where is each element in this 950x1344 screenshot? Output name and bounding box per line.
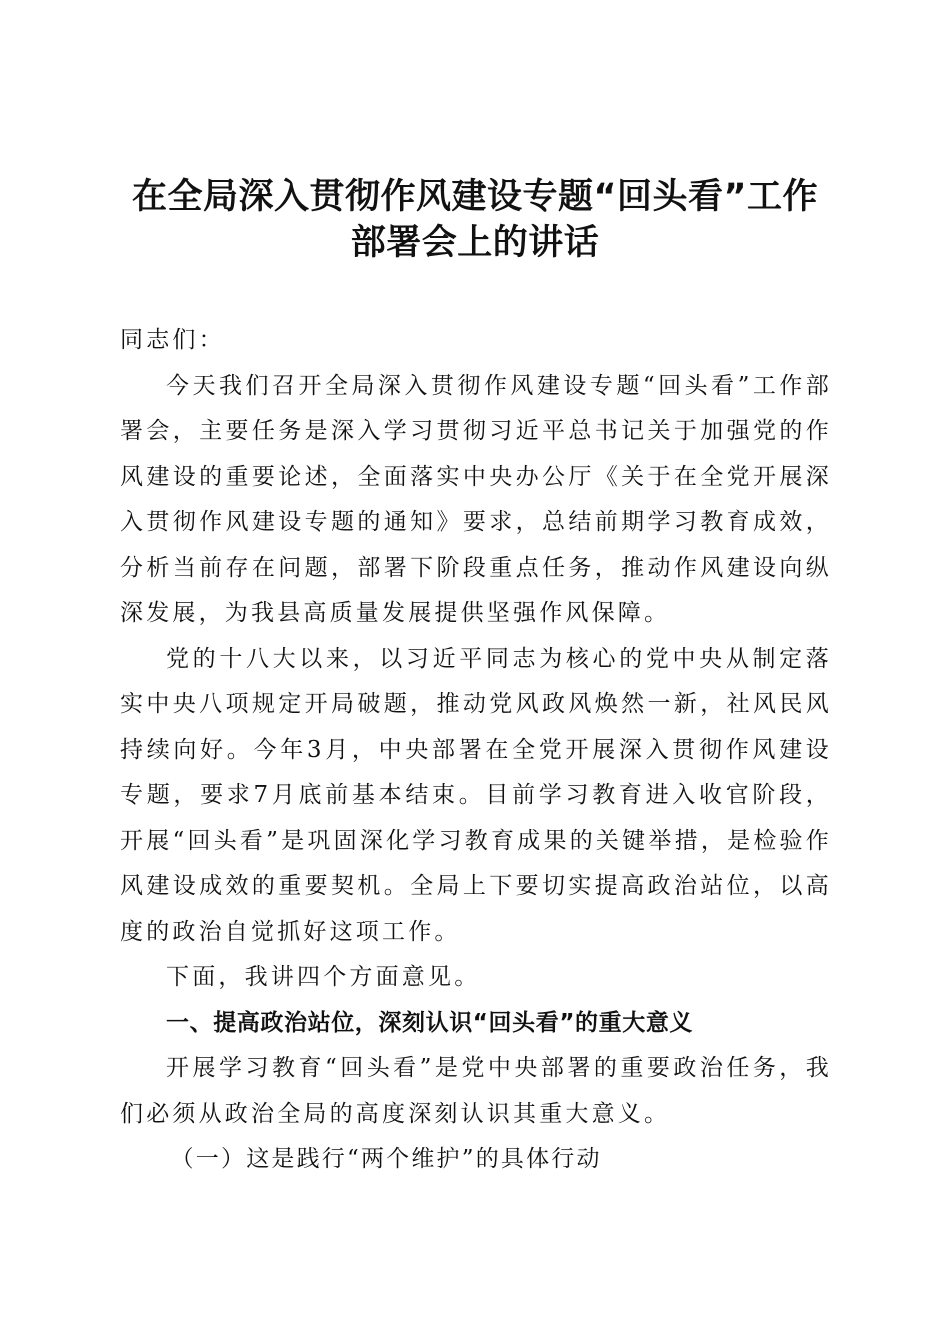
- paragraph-1: 今天我们召开全局深入贯彻作风建设专题“回头看”工作部署会，主要任务是深入学习贯彻习近平总书记关于加强党的作风建设的重要论述，全面落实中央办公厅《关于在全党开展深入贯彻作风建设专题的通知》要求，总结前期学习教育成效，分析当前存在问题，部署下阶段重点任务，推动作风建设向纵深发展，为我县高质量发展提供坚强作风保障。: [120, 372, 832, 626]
- section-heading-1: 一、提高政治站位，深刻认识“回头看”的重大意义: [166, 1009, 694, 1036]
- subsection-heading-1: （一）这是践行“两个维护”的具体行动: [170, 1146, 602, 1172]
- paragraph-3: 下面，我讲四个方面意见。: [166, 964, 481, 990]
- paragraph-4: 开展学习教育“回头看”是党中央部署的重要政治任务，我们必须从政治全局的高度深刻认识其重大意义。: [120, 1055, 832, 1127]
- title-line-2: 部署会上的讲话: [350, 223, 600, 263]
- paragraph-2: 党的十八大以来，以习近平同志为核心的党中央从制定落实中央八项规定开局破题，推动党风政风焕然一新，社风民风持续向好。今年3月，中央部署在全党开展深入贯彻作风建设专题，要求7月底前基本结束。目前学习教育进入收官阶段，开展“回头看”是巩固深化学习教育成果的关键举措，是检验作风建设成效的重要契机。全局上下要切实提高政治站位，以高度的政治自觉抓好这项工作。: [120, 645, 832, 945]
- document-title: [100, 174, 850, 266]
- document-body: [120, 318, 832, 1183]
- title-line-1: 在全局深入贯彻作风建设专题“回头看”工作: [131, 177, 818, 217]
- salutation: 同志们：: [120, 327, 225, 353]
